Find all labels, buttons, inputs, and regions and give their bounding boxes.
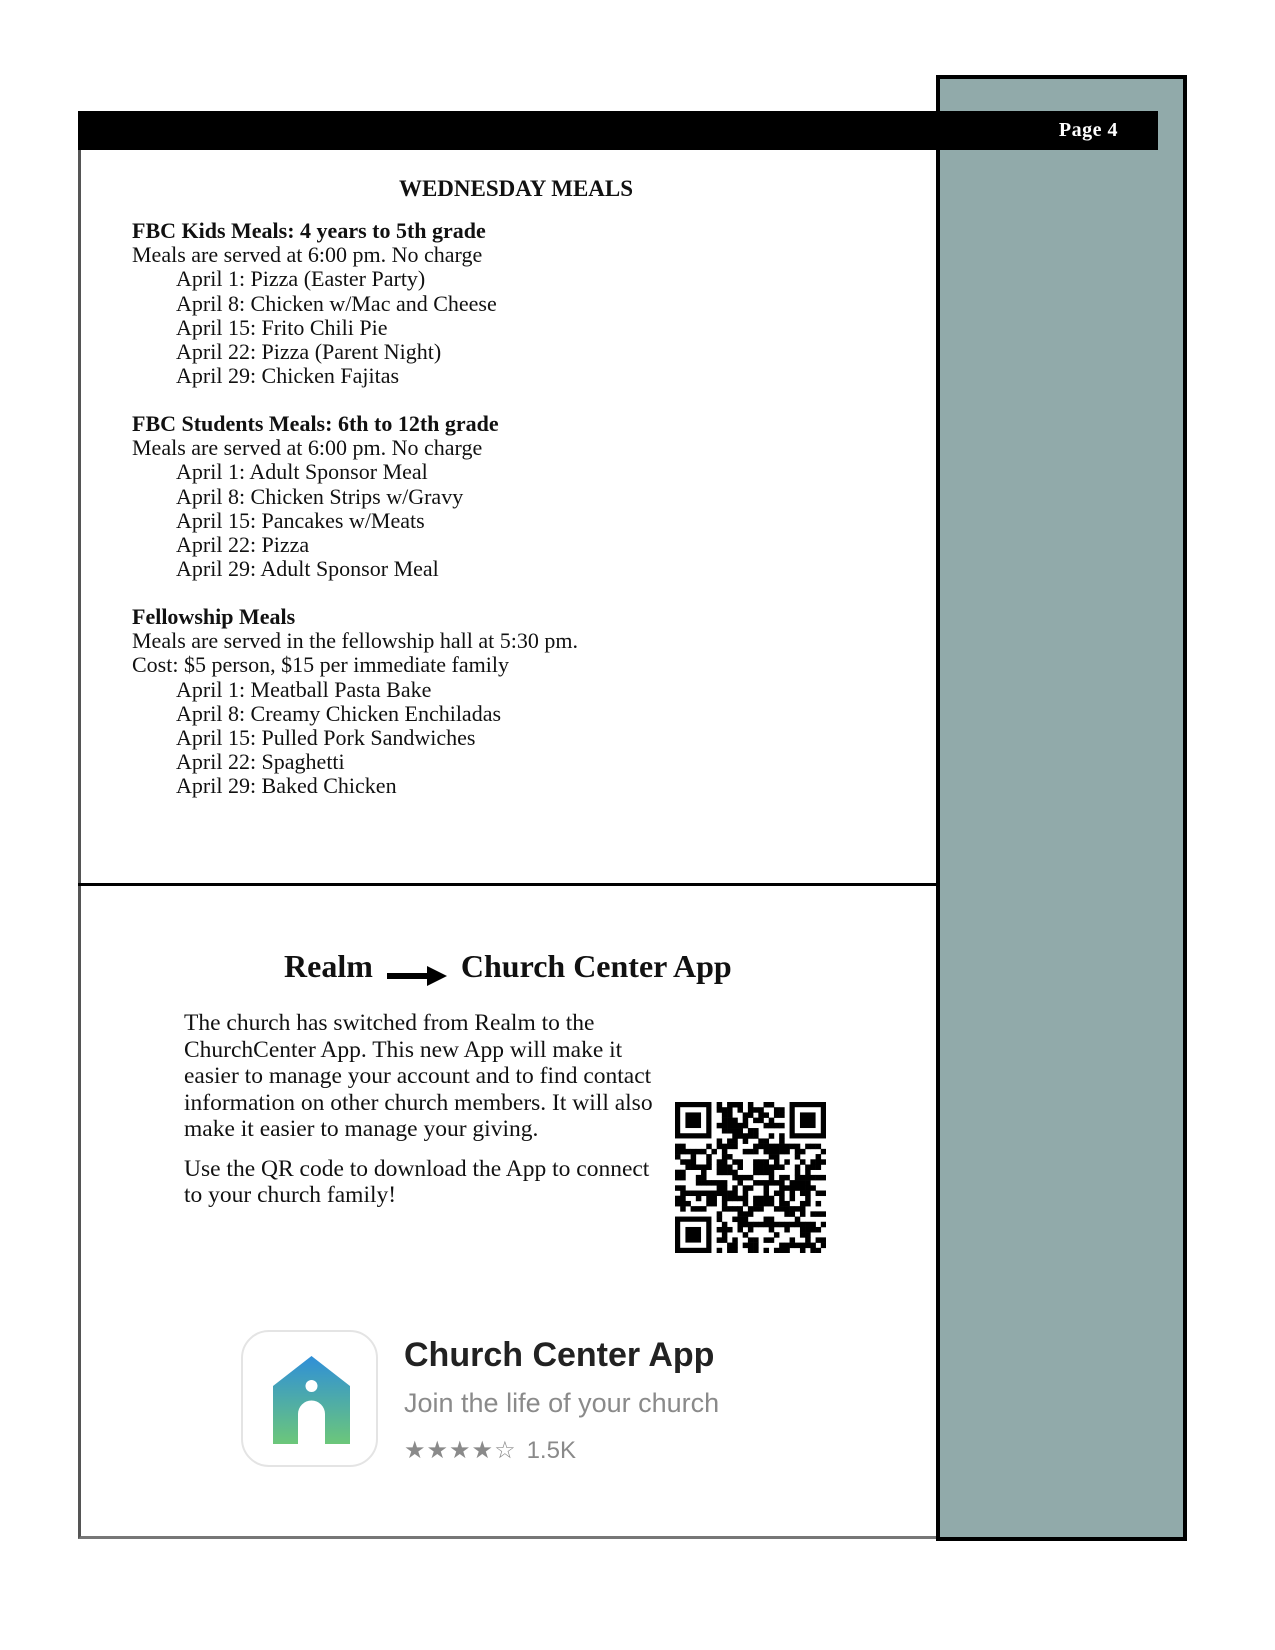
rating-count: 1.5K — [526, 1436, 576, 1464]
section-divider — [78, 883, 938, 886]
list-item: April 29: Adult Sponsor Meal — [176, 556, 439, 582]
list-item: April 8: Chicken Strips w/Gravy — [176, 483, 464, 509]
list-item: April 15: Pancakes w/Meats — [176, 507, 425, 533]
header-bar — [78, 111, 1158, 150]
list-item: April 15: Pulled Pork Sandwiches — [176, 725, 476, 751]
students-meals-info: Meals are served at 6:00 pm. No charge — [132, 435, 483, 461]
list-item: April 22: Pizza (Parent Night) — [176, 339, 442, 365]
meals-title: WEDNESDAY MEALS — [398, 176, 634, 201]
fellowship-meals-cost: Cost: $5 person, $15 per immediate family — [132, 652, 509, 678]
list-item: April 1: Meatball Pasta Bake — [176, 676, 432, 702]
fellowship-meals-heading: Fellowship Meals — [132, 604, 296, 629]
app-store-card[interactable] — [241, 1330, 801, 1470]
app-tagline: Join the life of your church — [404, 1388, 720, 1418]
realm-paragraph: Use the QR code to download the App to connect to your church family! — [184, 1155, 650, 1208]
rating-stars-icon: ★★★★☆ — [404, 1437, 517, 1464]
students-meals-heading: FBC Students Meals: 6th to 12th grade — [132, 411, 499, 436]
kids-meals-info: Meals are served at 6:00 pm. No charge — [132, 242, 483, 268]
church-house-icon — [241, 1330, 378, 1467]
right-arrow-icon — [387, 957, 447, 977]
realm-to-label: Church Center App — [460, 948, 732, 984]
app-rating — [404, 1436, 576, 1465]
realm-heading — [284, 948, 732, 985]
list-item: April 29: Baked Chicken — [176, 773, 397, 799]
kids-meals-group — [132, 219, 497, 388]
list-item: April 8: Creamy Chicken Enchiladas — [176, 700, 502, 726]
kids-meals-heading: FBC Kids Meals: 4 years to 5th grade — [132, 218, 486, 243]
list-item: April 22: Pizza — [176, 532, 310, 558]
list-item: April 1: Pizza (Easter Party) — [176, 266, 426, 292]
realm-description — [184, 1010, 654, 1222]
page-number: Page 4 — [1058, 119, 1118, 141]
realm-from-label: Realm — [284, 948, 373, 984]
app-name: Church Center App — [404, 1336, 715, 1374]
list-item: April 29: Chicken Fajitas — [176, 363, 400, 389]
realm-paragraph: The church has switched from Realm to the ChurchCenter App. This new App will make it easier to manage your account and to find contact information on other church members. It will also make it easier to manage your giving. — [184, 1010, 653, 1142]
sidebar-panel — [936, 75, 1187, 1541]
list-item: April 1: Adult Sponsor Meal — [176, 459, 428, 485]
fellowship-meals-time: Meals are served in the fellowship hall at 5:30 pm. — [132, 628, 578, 654]
fellowship-meals-group — [132, 605, 578, 799]
list-item: April 22: Spaghetti — [176, 749, 345, 775]
list-item: April 8: Chicken w/Mac and Cheese — [176, 290, 497, 316]
qr-code-icon[interactable] — [675, 1102, 826, 1253]
students-meals-group — [132, 412, 499, 581]
list-item: April 15: Frito Chili Pie — [176, 314, 388, 340]
